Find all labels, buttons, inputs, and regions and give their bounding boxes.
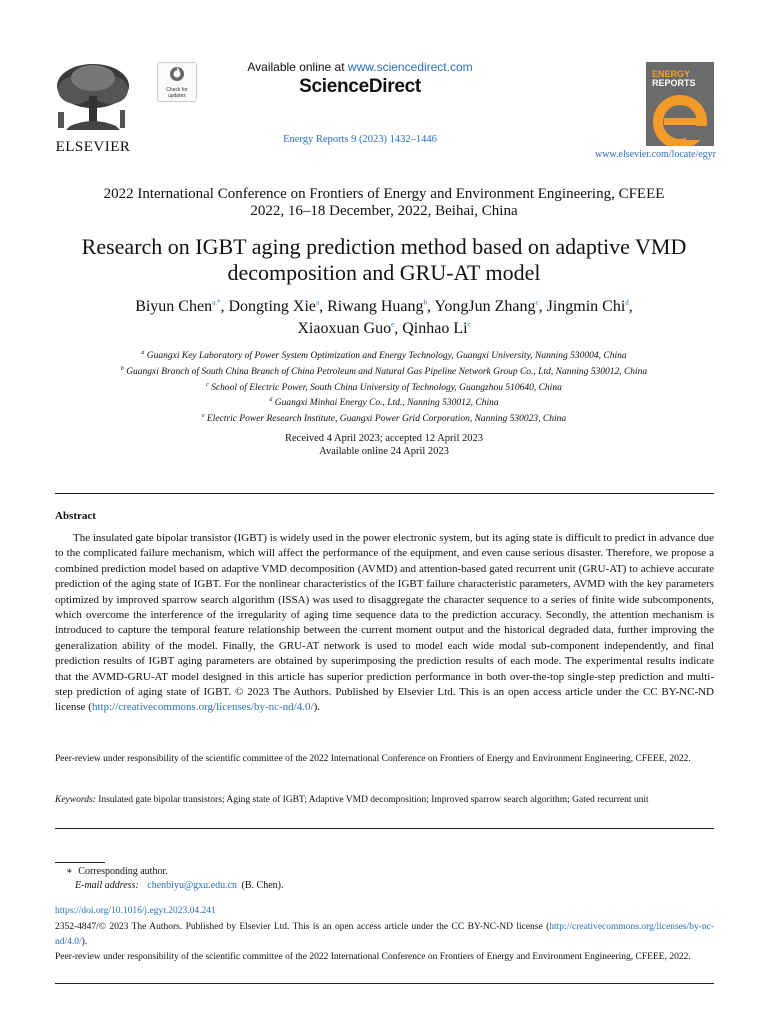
online-date: Available online 24 April 2023 xyxy=(319,446,449,457)
license-statement: © 2023 The Authors. Published by Elsevier Ltd. This is an open access article under the CC BY-NC-ND license xyxy=(55,686,714,714)
footer-peer-review: Peer-review under responsibility of the scientific committee of the 2022 International Conference on Frontiers of Energy and Environment Engineering, CFEEE, 2022. xyxy=(55,952,691,962)
conference-line2: 2022, 16–18 December, 2022, Beihai, China xyxy=(250,203,518,219)
author-affil-mark[interactable]: e xyxy=(391,320,395,329)
abstract-body: The insulated gate bipolar transistor (IGBT) is widely used in the power electronic system, but its aging state is difficult to predict in advance due to the complicated failure mechanism, which will affect the performance of the equipment, and even cause serious disaster. Therefore, we propose a combined prediction model based on adaptive VMD decomposition (AVMD) and attention-based gated recurrent unit (GRU-AT) to achieve accurate prediction of the aging state of IGBT. For the nonlinear characteristics of the IGBT failure characteristic parameters, AVMD with the key parameters optimized by improved sparrow search algorithm (ISSA) was used to disaggregate the character sequence to a series of finite wide subcomponents, which overcome the interference of the irregularity of aging time sequence data to the prediction accuracy. Secondly, the attention mechanism is introduced to capture the temporal feature relationship between the current moment output and the historical degraded data, further improving the generalization ability of the model. Finally, the GRU-AT network is used to model each wide modal sub-component independently, and final prediction results of IGBT aging parameters are obtained by superimposing the prediction results of each mode. The experimental results indicate that the AVMD-GRU-AT model designed in this article has superior prediction performance in both over-the-top single-step prediction and multi-step prediction of aging state of IGBT. © 2023 The Authors. Published by Elsevier Ltd. This is an open access article under the CC BY-NC-ND license (http://creativecommons.org/licenses/by-nc-nd/4.0/). xyxy=(55,532,714,714)
affiliation-item: $^e$ Electric Power Research Institute, Guangxi Power Grid Corporation, Nanning 530023, China xyxy=(201,413,567,425)
update-icon xyxy=(169,66,185,82)
author-list-line2: Xiaoxuan Guo$^e$, Qinhao Li$^c$ xyxy=(297,320,471,337)
check-updates-line1: Check for xyxy=(166,87,188,93)
keywords-text: Insulated gate bipolar transistors; Aging state of IGBT; Adaptive VMD decomposition; Improved sparrow search algorithm; Gated recurrent unit xyxy=(98,795,649,805)
conference-line1: 2022 International Conference on Frontiers of Energy and Environment Engineering, CFEEE xyxy=(103,186,665,202)
author-list-line1: Biyun Chen$^{a,*}$, Dongting Xie$^a$, Riwang Huang$^b$, YongJun Zhang$^c$, Jingmin Chi$^d$, xyxy=(135,298,633,315)
author-name: Jingmin Chi xyxy=(546,298,626,315)
footnote-rule xyxy=(55,862,105,863)
cover-e-icon xyxy=(646,62,714,146)
bottom-rule xyxy=(55,828,714,829)
author-affil-mark[interactable]: a, xyxy=(212,298,217,307)
footer-rule xyxy=(55,983,714,984)
abstract-text: The insulated gate bipolar transistor (IGBT) is widely used in the power electronic system, but its aging state is difficult to predict in advance due to the complicated failure mechanism, which will affect the performance of the equipment, and even cause serious disaster. Therefore, we propose a combined prediction model based on adaptive VMD decomposition (AVMD) and attention-based gated recurrent unit (GRU-AT) to achieve accurate prediction of the aging state of IGBT. For the nonlinear characteristics of the IGBT failure characteristic parameters, AVMD with the key parameters optimized by improved sparrow search algorithm (ISSA) was used to disaggregate the character sequence to a series of finite wide subcomponents, which overcome the interference of the irregularity of aging time sequence data to the prediction accuracy. Secondly, the attention mechanism is introduced to capture the temporal feature relationship between the current moment output and the historical degraded data, further improving the generalization ability of the model. Finally, the GRU-AT network is used to model each wide modal sub-component independently, and final prediction results of IGBT aging parameters are obtained by superimposing the prediction results of each mode. The experimental results indicate that the AVMD-GRU-AT model designed in this article has superior prediction performance in both over-the-top single-step prediction and multi-step prediction of aging state of IGBT. xyxy=(55,532,714,699)
author-name: Xiaoxuan Guo xyxy=(297,320,392,337)
check-for-updates-badge[interactable] xyxy=(157,62,197,102)
doi-link[interactable]: https://doi.org/10.1016/j.egyr.2023.04.241 xyxy=(55,906,216,916)
journal-cover[interactable] xyxy=(646,62,714,146)
sciencedirect-link[interactable]: www.sciencedirect.com xyxy=(347,60,473,74)
author-affil-mark[interactable]: c xyxy=(467,320,471,329)
email-link[interactable]: chenbiyu@gxu.edu.cn xyxy=(147,880,238,891)
paper-title-line2: decomposition and GRU-AT model xyxy=(227,260,541,285)
journal-reference[interactable]: Energy Reports 9 (2023) 1432–1446 xyxy=(283,134,437,145)
elsevier-tree-icon xyxy=(50,60,136,132)
available-online xyxy=(200,60,520,74)
cover-title-line1: ENERGY xyxy=(652,69,691,79)
sciencedirect-brand: ScienceDirect xyxy=(299,76,421,97)
corresponding-footnote xyxy=(66,866,168,877)
peer-review-note: Peer-review under responsibility of the scientific committee of the 2022 International Conference on Frontiers of Energy and Environment Engineering, CFEEE, 2022. xyxy=(55,754,691,764)
footer-license-link[interactable]: http://creativecommons.org/licenses/by-nc-nd/4.0/ xyxy=(55,922,714,947)
corresponding-label: Corresponding author. xyxy=(78,866,168,877)
author-affil-mark[interactable]: d xyxy=(625,298,629,307)
license-link[interactable]: http://creativecommons.org/licenses/by-nc-nd/4.0/ xyxy=(91,701,314,714)
author-name: YongJun Zhang xyxy=(434,298,536,315)
author-affil-mark[interactable]: a xyxy=(315,298,320,307)
paper-title-line1: Research on IGBT aging prediction method based on adaptive VMD xyxy=(81,234,687,259)
footnote-star: ∗ xyxy=(66,866,73,877)
author-affil-mark[interactable]: b xyxy=(423,298,428,307)
email-label: E-mail address: xyxy=(75,880,139,891)
publisher-name: ELSEVIER xyxy=(55,139,131,155)
author-name: Dongting Xie xyxy=(228,298,316,315)
issn-text: 2352-4847/© 2023 The Authors. Published by Elsevier Ltd. This is an open access article under the CC BY-NC-ND license ( xyxy=(55,922,550,932)
affiliation-item: $^a$ Guangxi Key Laboratory of Power System Optimization and Energy Technology, Guangxi University, Nanning 530004, China xyxy=(141,349,627,361)
author-name: Biyun Chen xyxy=(135,298,213,315)
cover-title-line2: REPORTS xyxy=(652,78,696,88)
top-rule xyxy=(55,493,714,494)
check-updates-line2: updates xyxy=(168,93,186,99)
keywords xyxy=(55,793,714,808)
issn-license: 2352-4847/© 2023 The Authors. Published by Elsevier Ltd. This is an open access article under the CC BY-NC-ND license (http://creativecommons.org/licenses/by-nc-nd/4.0/). xyxy=(55,922,714,947)
affiliation-list xyxy=(20,349,748,428)
author-name: Riwang Huang xyxy=(327,298,424,315)
affiliation-item: $^d$ Guangxi Minhai Energy Co., Ltd., Nanning 530012, China xyxy=(269,397,499,409)
author-name: Qinhao Li xyxy=(402,320,468,337)
author-affil-mark[interactable]: c xyxy=(535,298,539,307)
elsevier-logo xyxy=(50,60,136,155)
corresponding-star[interactable]: * xyxy=(216,298,221,307)
affiliation-item: $^b$ Guangxi Branch of South China Branch of China Petroleum and Natural Gas Pipeline Network Group Co., Ltd, Nanning 530012, China xyxy=(120,365,648,377)
journal-homepage-link[interactable]: www.elsevier.com/locate/egyr xyxy=(595,149,716,160)
email-footnote xyxy=(75,880,284,891)
abstract-heading: Abstract xyxy=(55,510,96,522)
received-date: Received 4 April 2023; accepted 12 April 2023 xyxy=(285,433,483,444)
email-suffix: (B. Chen). xyxy=(241,880,284,891)
available-prefix: Available online at xyxy=(247,60,348,74)
keywords-label: Keywords: xyxy=(55,795,96,805)
affiliation-item: $^c$ School of Electric Power, South China University of Technology, Guangzhou 510640, China xyxy=(206,381,562,393)
